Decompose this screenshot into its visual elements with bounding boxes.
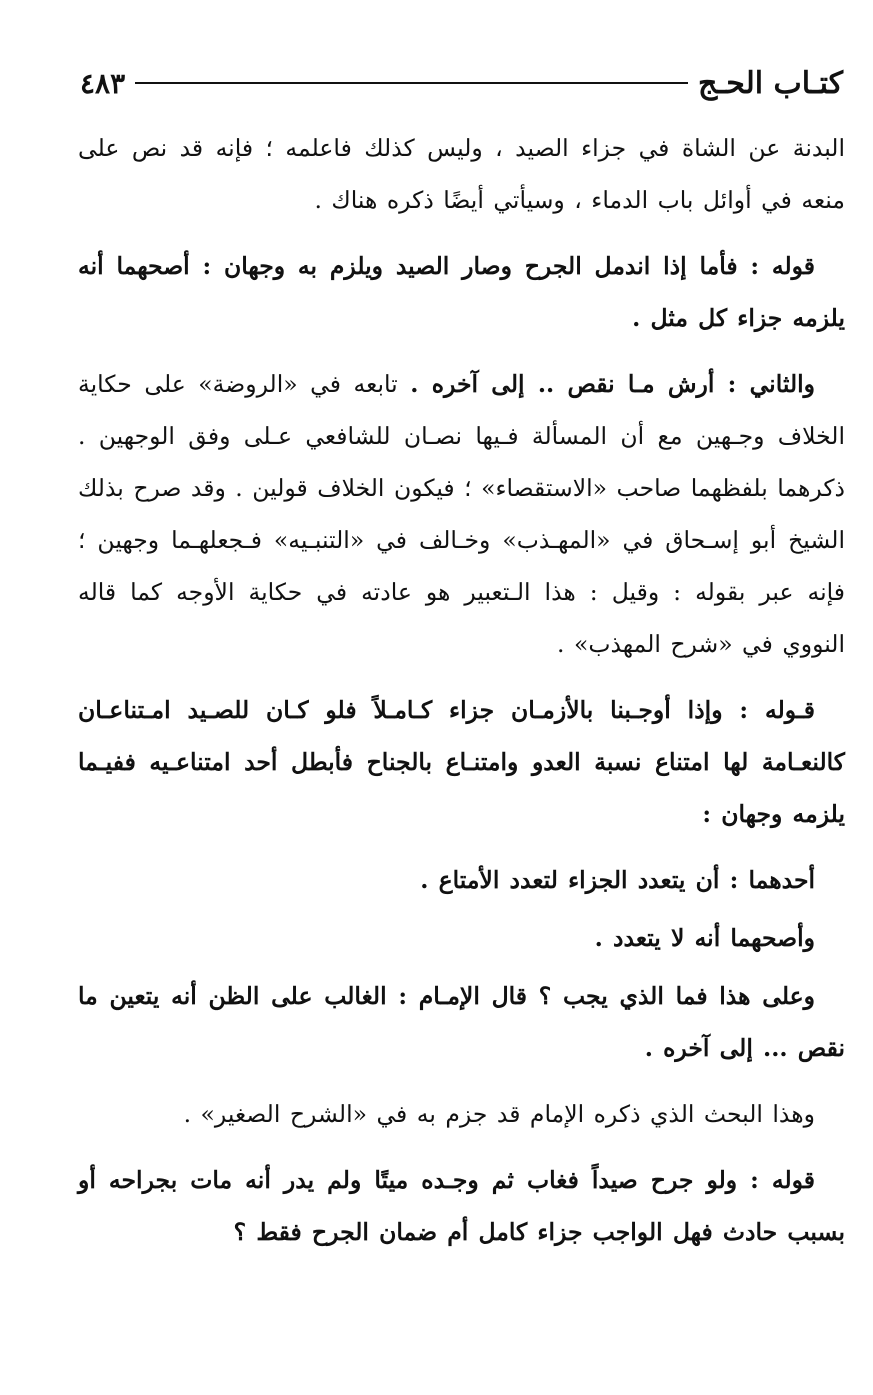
page-body	[78, 122, 845, 1272]
paragraph-6: وأصحهما أنه لا يتعدد .	[594, 924, 815, 952]
paragraph-2: قوله : فأما إذا اندمل الجرح وصار الصيد ويلزم به وجهان : أصحهما أنه يلزمه جزاء كل مثل .	[78, 252, 845, 332]
paragraph-1: البدنة عن الشاة في جزاء الصيد ، وليس كذلك فاعلمه ؛ فإنه قد نص على منعه في أوائل باب الدماء ، وسيأتي أيضًا ذكره هناك .	[78, 134, 845, 214]
running-header	[80, 58, 843, 108]
paragraph-3-body: تابعه في «الروضة» على حكاية الخلاف وجـهين مع أن المسألة فـيها نصـان للشافعي عـلى وفق الوجهين . ذكرهما بلفظهما صاحب «الاستقصاء» ؛ فيكون الخلاف قولين . وقد صرح بذلك الشيخ أبو إسـحاق في «المهـذب» وخـالف في «التنبـيه» فـجعلهـما وجهين ؛ فإنه عبر بقوله : وقيل : هذا الـتعبير هو عادته في حكاية الأوجه كما قاله النووي في «شرح المهذب» .	[78, 370, 845, 658]
paragraph-3	[78, 358, 845, 670]
paragraph-7: وعلى هذا فما الذي يجب ؟ قال الإمـام : الغالب على الظن أنه يتعين ما نقص ... إلى آخره .	[78, 982, 845, 1062]
paragraph-8: وهذا البحث الذي ذكره الإمام قد جزم به في «الشرح الصغير» .	[183, 1100, 815, 1128]
paragraph-9: قوله : ولو جرح صيداً فغاب ثم وجـده ميتًا ولم يدر أنه مات بجراحه أو بسبب حادث فهل الواجب جزاء كامل أم ضمان الجرح فقط ؟	[78, 1166, 845, 1246]
header-rule	[135, 82, 688, 84]
paragraph-3-heading: والثاني : أرش مـا نقص .. إلى آخره .	[410, 370, 815, 398]
page-number: ٤٨٣	[80, 66, 126, 100]
paragraph-5: أحدهما : أن يتعدد الجزاء لتعدد الأمتاع .	[420, 866, 815, 894]
paragraph-4: قـوله : وإذا أوجـبنا بالأزمـان جزاء كـامـلاً فلو كـان للصـيد امـتناعـان كالنعـامة لها امتناع نسبة العدو وامتنـاع بالجناح فأبطل أحد امتناعـيه ففيـما يلزمه وجهان :	[78, 696, 845, 828]
chapter-title: كتـاب الحـج	[698, 65, 843, 101]
